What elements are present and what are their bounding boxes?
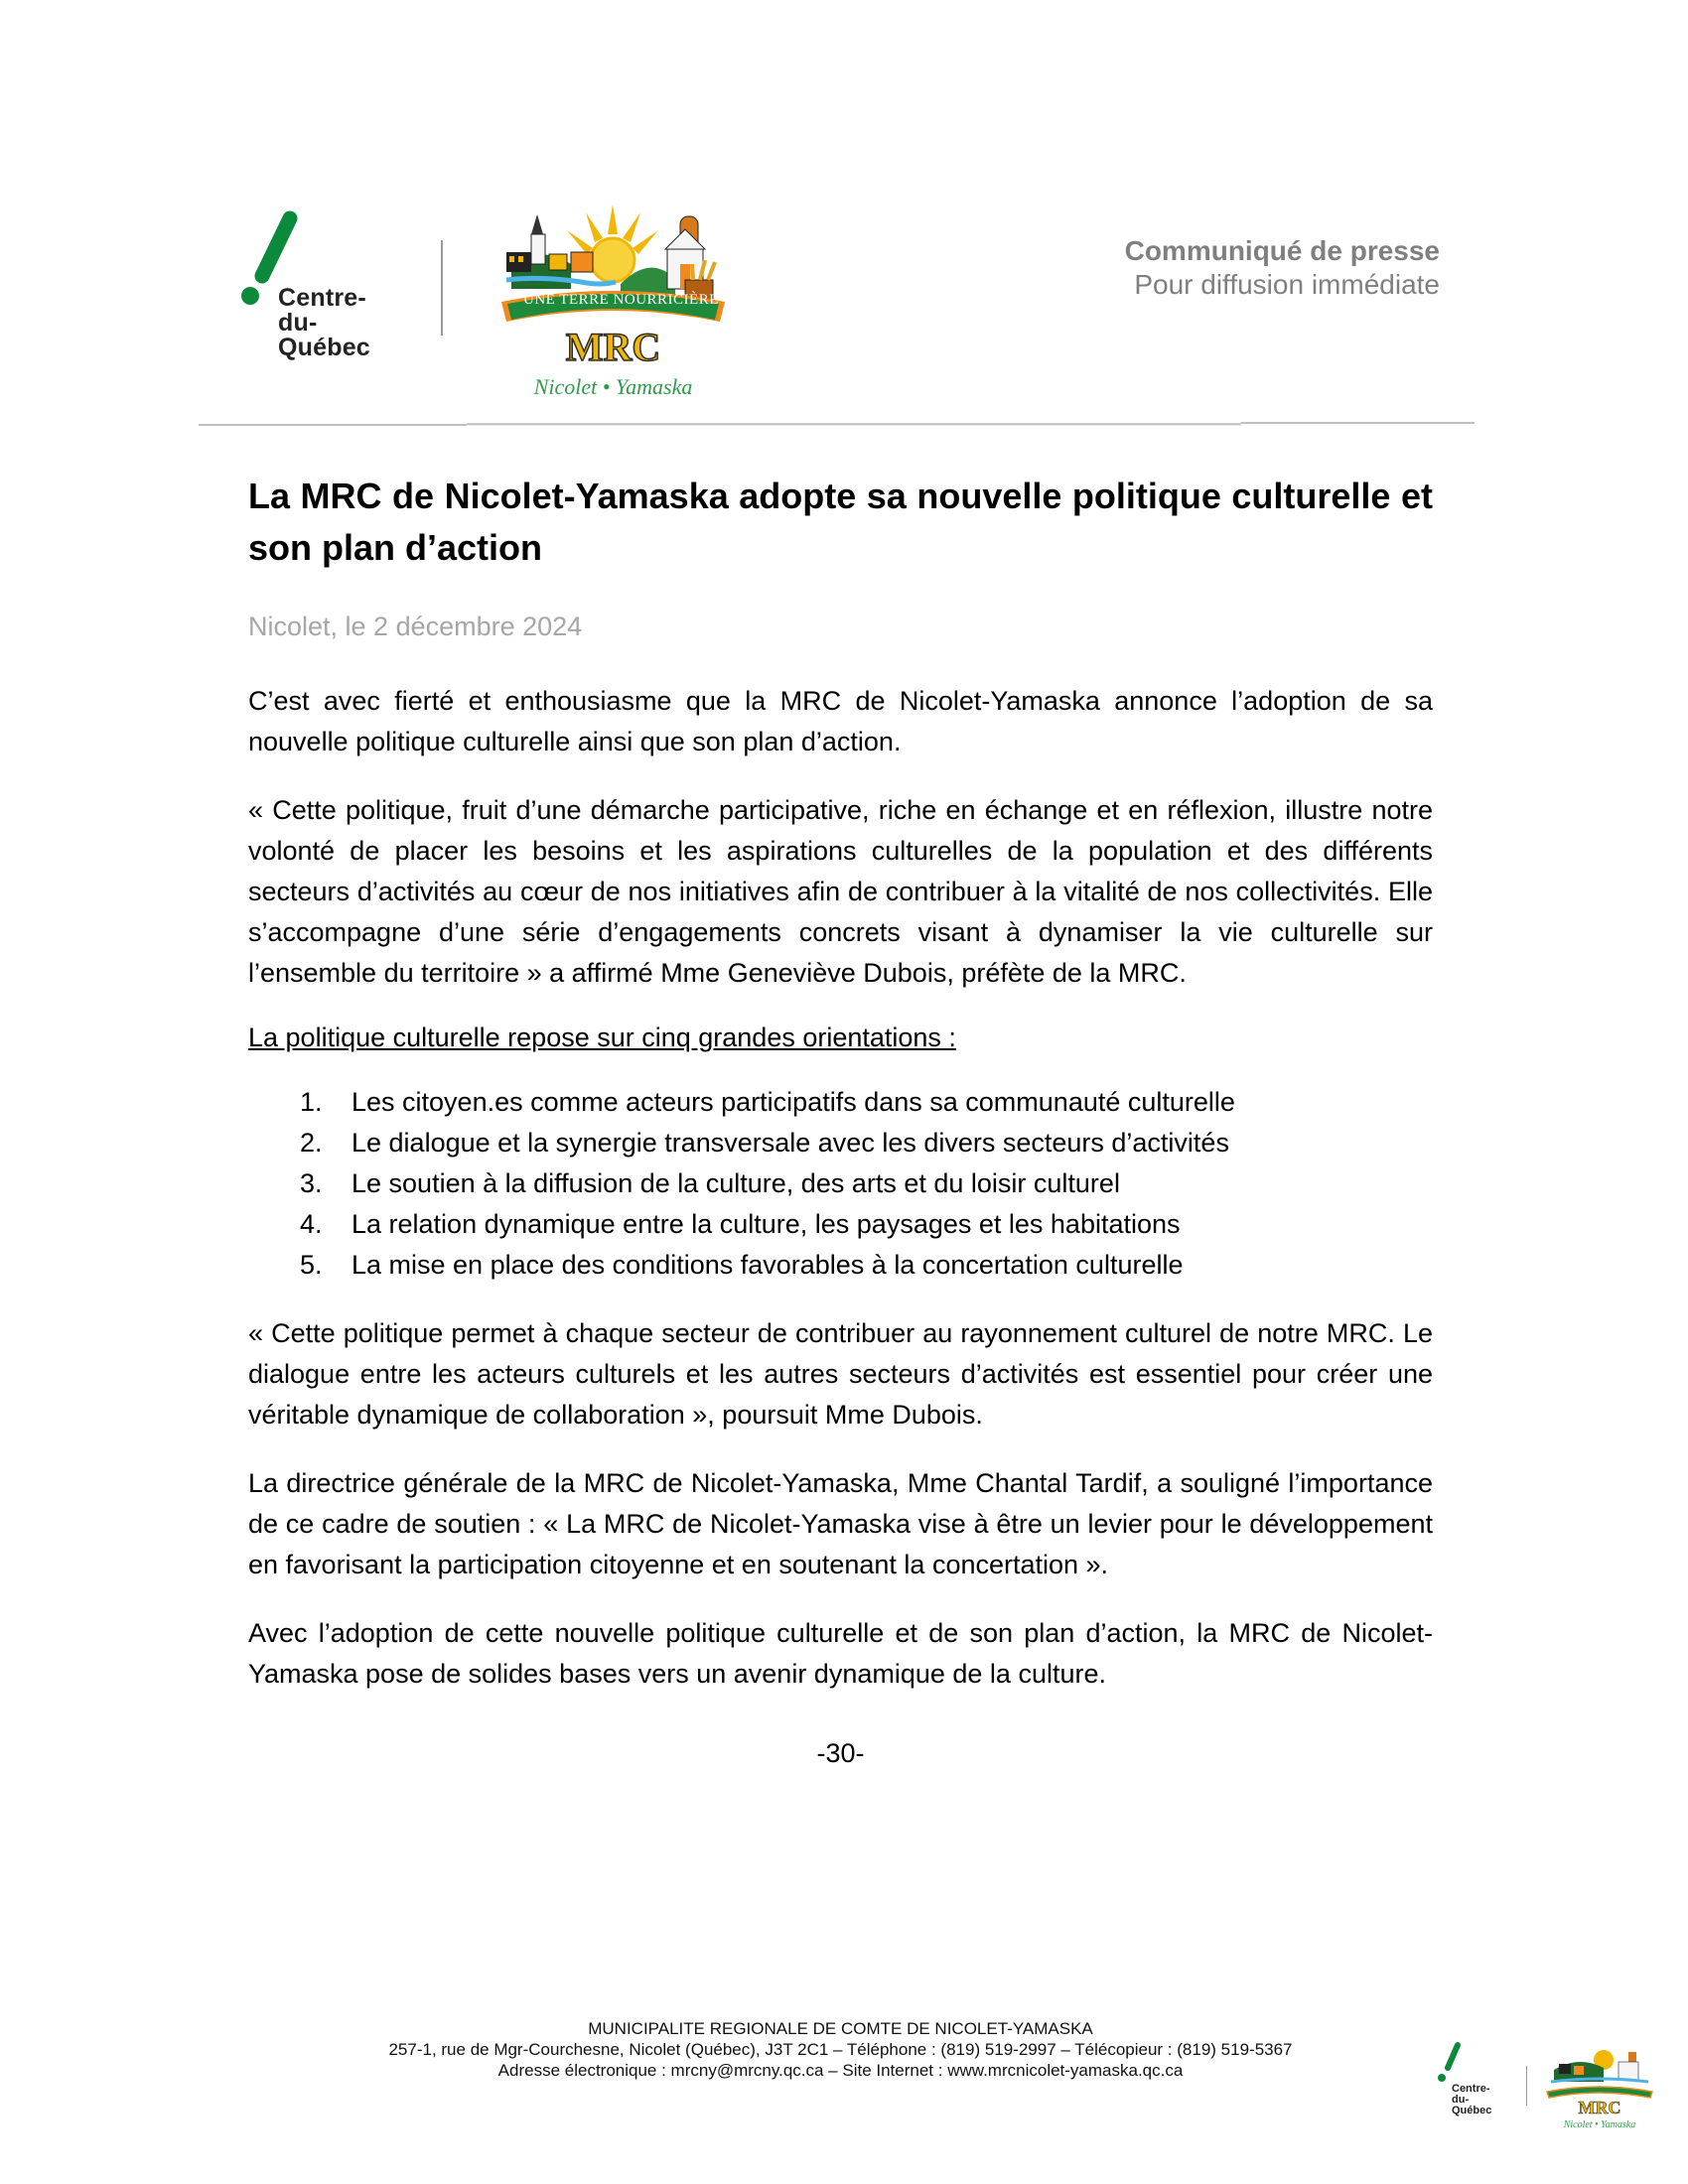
list-item xyxy=(248,1123,1433,1163)
list-item xyxy=(248,1082,1433,1123)
paragraph-directrice: La directrice générale de la MRC de Nicolet-Yamaska, Mme Chantal Tardif, a souligné l’importance de ce cadre de soutien : « La MRC de Nicolet-Yamaska vise à être un levier pour le développement en favorisant la participation citoyenne et en soutenant la concertation ». xyxy=(248,1468,1433,1579)
list-number: 3. xyxy=(300,1168,323,1198)
mrc-subtitle: Nicolet • Yamaska xyxy=(533,374,693,399)
cdq-line-3: Québec xyxy=(278,334,370,361)
mrc-banner-text: UNE TERRE NOURRICIÈRE xyxy=(523,292,719,308)
list-number: 4. xyxy=(300,1209,323,1239)
press-type: Communiqué de presse xyxy=(1124,235,1440,266)
svg-text:Nicolet • Yamaska: Nicolet • Yamaska xyxy=(1563,2119,1636,2130)
mrc-nicolet-yamaska-logo xyxy=(501,195,725,407)
cdq-line-2: du- xyxy=(278,309,318,337)
list-text: Le dialogue et la synergie transversale avec les divers secteurs d’activités xyxy=(352,1128,1229,1158)
end-mark: -30- xyxy=(816,1738,865,1768)
cdq-logo-text xyxy=(278,286,370,360)
footer-contact: Adresse électronique : mrcny@mrcny.qc.ca – Site Internet : www.mrcnicolet-yamaska.qc.ca xyxy=(497,2061,1184,2080)
footer-logo-graphic xyxy=(1430,2040,1668,2134)
footer-logos xyxy=(1430,2040,1668,2134)
list-number: 5. xyxy=(300,1250,323,1280)
press-release-heading xyxy=(1125,234,1440,302)
logo-divider xyxy=(441,240,443,336)
orientations-list xyxy=(248,1082,1433,1286)
paragraph-conclusion: Avec l’adoption de cette nouvelle politique culturelle et de son plan d’action, la MRC de Nicolet-Yamaska pose de solides bases vers un avenir dynamique de la culture. xyxy=(248,1618,1433,1689)
list-text: Les citoyen.es comme acteurs participatifs dans sa communauté culturelle xyxy=(352,1087,1235,1117)
footer xyxy=(248,2018,1433,2081)
orientations-heading: La politique culturelle repose sur cinq grandes orientations : xyxy=(248,1023,956,1052)
list-text: Le soutien à la diffusion de la culture, des arts et du loisir culturel xyxy=(352,1168,1120,1198)
article-body xyxy=(248,471,1433,1769)
list-number: 2. xyxy=(300,1128,323,1158)
header-rule xyxy=(199,422,1475,426)
list-item xyxy=(248,1245,1433,1286)
svg-text:du-: du- xyxy=(1452,2094,1470,2106)
dateline: Nicolet, le 2 décembre 2024 xyxy=(248,612,583,641)
paragraph-intro: C’est avec fierté et enthousiasme que la MRC de Nicolet-Yamaska annonce l’adoption de sa nouvelle politique culturelle ainsi que son plan d’action. xyxy=(248,686,1433,756)
list-item xyxy=(248,1204,1433,1245)
footer-org: MUNICIPALITE REGIONALE DE COMTE DE NICOLET-YAMASKA xyxy=(588,2019,1093,2038)
list-text: La mise en place des conditions favorables à la concertation culturelle xyxy=(352,1250,1184,1280)
list-item xyxy=(248,1163,1433,1204)
paragraph-quote-dubois: « Cette politique permet à chaque secteur de contribuer au rayonnement culturel de notre MRC. Le dialogue entre les acteurs culturels et les autres secteurs d’activités est essentiel pour créer une véritable dynamique de collaboration », poursuit Mme Dubois. xyxy=(248,1318,1433,1430)
centre-du-quebec-logo xyxy=(238,210,387,369)
cdq-line-1: Centre- xyxy=(278,284,366,312)
footer-address: 257-1, rue de Mgr-Courchesne, Nicolet (Québec), J3T 2C1 – Téléphone : (819) 519-2997 – Télécopieur : (819) 519-5367 xyxy=(388,2040,1293,2059)
list-number: 1. xyxy=(300,1087,323,1117)
press-distribution: Pour diffusion immédiate xyxy=(1134,269,1440,300)
svg-text:MRC: MRC xyxy=(1578,2098,1621,2117)
paragraph-quote-prefet: « Cette politique, fruit d’une démarche participative, riche en échange et en réflexion, illustre notre volonté de placer les besoins et les aspirations culturelles de la population et des différents secteurs d’activités au cœur de nos initiatives afin de contribuer à la vitalité de nos collectivités. Elle s’accompagne d’une série d’engagements concrets visant à dynamiser la vie culturelle sur l’ensemble du territoire » a affirmé Mme Geneviève Dubois, préfète de la MRC. xyxy=(248,795,1433,988)
list-text: La relation dynamique entre la culture, les paysages et les habitations xyxy=(352,1209,1181,1239)
article-title: La MRC de Nicolet-Yamaska adopte sa nouvelle politique culturelle et son plan d’action xyxy=(248,476,1433,568)
svg-text:Québec: Québec xyxy=(1452,2105,1492,2116)
svg-text:Centre-: Centre- xyxy=(1452,2083,1490,2095)
mrc-name: MRC xyxy=(565,325,661,369)
